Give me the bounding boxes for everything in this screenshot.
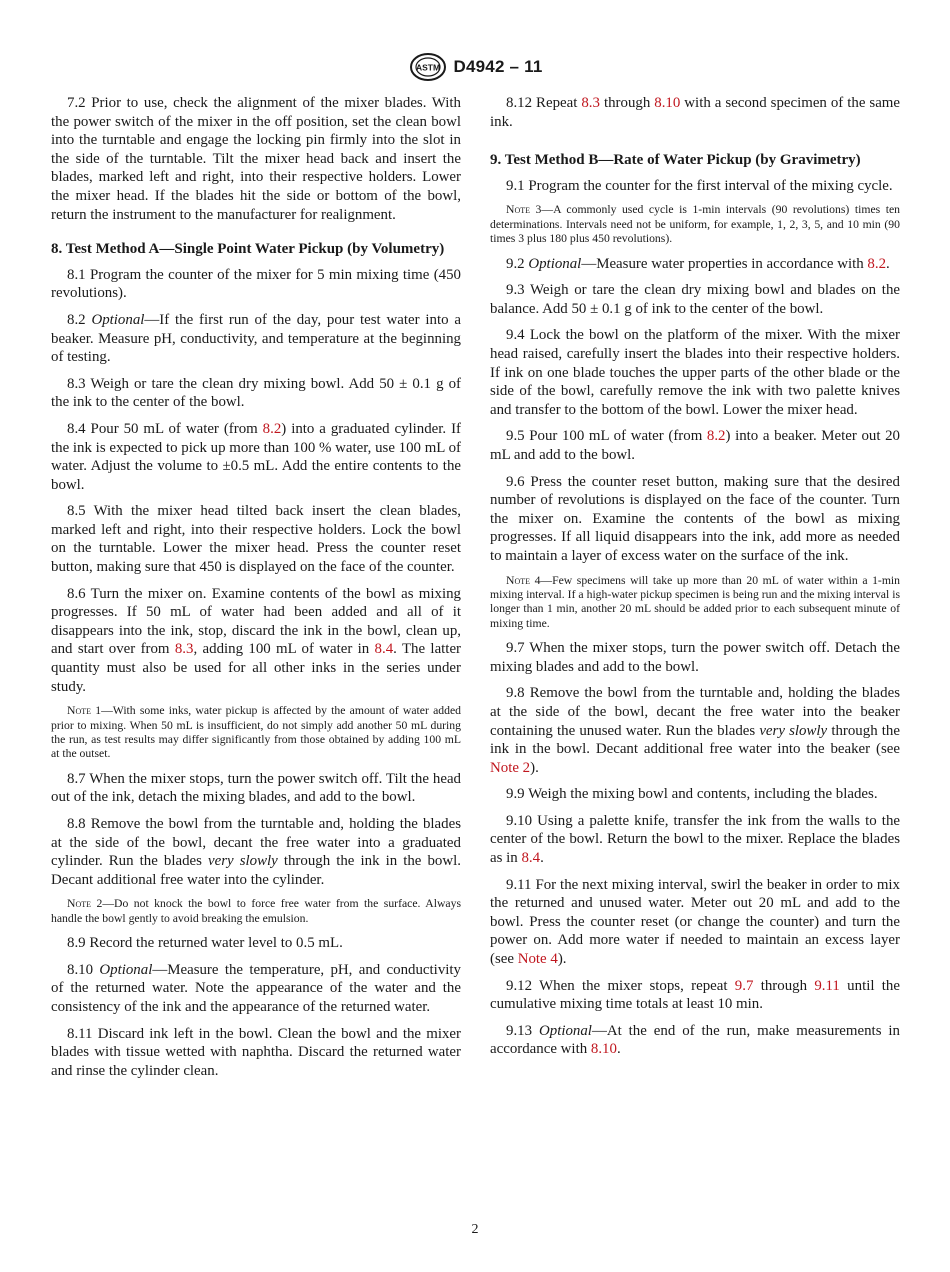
ref-link-9-11[interactable]: 9.11 [814, 977, 840, 994]
left-column [51, 94, 461, 1088]
section-9-11: 9.11 For the next mixing interval, swirl the beaker in order to mix the returned and unused water. Meter out 20 mL and add to the bowl. Press the counter reset (or change the counter) and turn the power on. Add more water if needed to maintain an excess layer (see Note 4). [490, 876, 900, 968]
section-7-2: 7.2 Prior to use, check the alignment of the mixer blades. With the power switch of the mixer in the off position, set the clean bowl into the turntable and engage the locking pin firmly into the slot in the side of the turntable. Tilt the mixer head back and insert the blades, marked left and right, into their respective holders. Lower the mixer head. If the blades hit the side or bottom of the bowl, return the instrument to the manufacturer for realignment. [51, 95, 461, 223]
section-8-1: 8.1 Program the counter of the mixer for 5 min mixing time (450 revolutions). [51, 266, 461, 302]
astm-logo-icon [408, 52, 448, 82]
ref-link-8-3[interactable]: 8.3 [174, 641, 194, 658]
document-id: D4942 – 11 [453, 57, 543, 76]
ref-link-8-2[interactable]: 8.2 [262, 420, 282, 437]
section-9-4: 9.4 Lock the bowl on the platform of the mixer. With the mixer head raised, carefully insert the blades into their respective holders. If ink on one blade touches the upper parts of the other blade or the side of the bowl, carefully remove the ink with two palette knives and transfer to the bottom of the bowl. Lower the mixer head. [490, 327, 900, 418]
section-8-4: 8.4 Pour 50 mL of water (from 8.2) into a graduated cylinder. If the ink is expected to pick up more than 100 % water, use 100 mL of water. Adjust the volume to ±0.5 mL. Add the entire contents to the bowl. [51, 420, 462, 493]
section-8-6: 8.6 Turn the mixer on. Examine contents of the bowl as mixing progresses. If 50 mL of water had been added and all of it disappears into the ink, stop, discard the ink in the bowl, clean up, and start over from 8.3, adding 100 mL of water in 8.4. The latter quantity must also be used for all other inks in the series under study. [51, 585, 462, 695]
page-header [0, 52, 950, 87]
section-9-heading: 9. Test Method B—Rate of Water Pickup (by Gravimetry) [490, 152, 861, 169]
ref-link-note-2[interactable]: Note 2 [490, 759, 531, 776]
section-9-5: 9.5 Pour 100 mL of water (from 8.2) into a beaker. Meter out 20 mL and add to the bowl. [490, 428, 900, 463]
section-9-8: 9.8 Remove the bowl from the turntable and, holding the blades at the side of the bowl, decant the free water into the beaker containing the unused water. Run the blades very slowly through the ink in the bowl. Decant additional free water into the beaker (see Note 2). [490, 685, 900, 776]
section-8-2: 8.2 Optional—If the first run of the day, pour test water into a beaker. Measure pH, conductivity, and temperature at the beginning of testing. [51, 311, 461, 366]
ref-link-8-10[interactable]: 8.10 [654, 95, 681, 111]
ref-link-note-4[interactable]: Note 4 [517, 951, 558, 968]
section-8-3: 8.3 Weigh or tare the clean dry mixing bowl. Add 50 ± 0.1 g of the ink to the center of the bowl. [51, 375, 461, 411]
section-9-10: 9.10 Using a palette knife, transfer the ink from the walls to the center of the bowl. Return the bowl to the mixer. Replace the blades as in 8.4. [490, 812, 900, 867]
section-8-11: 8.11 Discard ink left in the bowl. Clean the bowl and the mixer blades with tissue wetted with naphtha. Discard the returned water and rinse the cylinder clean. [51, 1025, 461, 1079]
section-8-heading: 8. Test Method A—Single Point Water Pickup (by Volumetry) [51, 241, 445, 258]
ref-link-8-10[interactable]: 8.10 [590, 1041, 617, 1058]
ref-link-8-2[interactable]: 8.2 [867, 255, 887, 272]
ref-link-8-2[interactable]: 8.2 [706, 428, 726, 445]
section-8-12: 8.12 Repeat 8.3 through 8.10 with a second specimen of the same ink. [490, 95, 900, 130]
ref-link-8-4[interactable]: 8.4 [521, 850, 541, 867]
section-9-1: 9.1 Program the counter for the first interval of the mixing cycle. [506, 177, 893, 194]
section-9-3: 9.3 Weigh or tare the clean dry mixing bowl and blades on the balance. Add 50 ± 0.1 g of ink to the center of the bowl. [490, 282, 900, 317]
note-3: Note 3—A commonly used cycle is 1-min intervals (90 revolutions) times ten determinations. Intervals need not be uniform, for example, 1, 2, 3, 5, and 10 min (90 times 3 plus 180 plus 450 revolutions). [490, 203, 900, 246]
section-8-8: 8.8 Remove the bowl from the turntable and, holding the blades at the side of the bowl, decant the free water into a graduated cylinder. Run the blades very slowly through the ink in the bowl. Decant additional free water into the cylinder. [51, 816, 461, 888]
section-9-6: 9.6 Press the counter reset button, making sure that the desired number of revolutions is displayed on the face of the counter. Turn the mixer on. Examine the contents of the bowl as mixing progresses. If all liquid disappears into the ink, add more as needed to maintain a layer of excess water on the surface of the ink. [490, 473, 900, 564]
section-9-2: 9.2 Optional—Measure water properties in accordance with 8.2. [506, 255, 890, 272]
note-2: Note 2—Do not knock the bowl to force free water from the surface. Always handle the bowl gently to avoid breaking the emulsion. [51, 897, 461, 925]
section-8-7: 8.7 When the mixer stops, turn the power switch off. Tilt the head out of the ink, detach the mixing blades, and add to the bowl. [51, 770, 461, 806]
ref-link-8-4[interactable]: 8.4 [374, 641, 394, 658]
section-9-13: 9.13 Optional—At the end of the run, make measurements in accordance with 8.10. [490, 1022, 900, 1058]
svg-text:ASTM: ASTM [415, 62, 440, 73]
section-9-12: 9.12 When the mixer stops, repeat 9.7 through 9.11 until the cumulative mixing time totals at least 10 min. [490, 977, 900, 1013]
note-1: Note 1—With some inks, water pickup is affected by the amount of water added prior to mixing. When 50 mL is insufficient, do not simply add another 50 mL during the run, as test results may differ significantly from those obtained by adding 100 mL at the outset. [51, 704, 461, 761]
ref-link-9-7[interactable]: 9.7 [734, 977, 754, 994]
page-number: 2 [471, 1222, 479, 1237]
right-column [490, 94, 900, 1067]
section-9-7: 9.7 When the mixer stops, turn the power switch off. Detach the mixing blades and add to the bowl. [490, 640, 900, 675]
ref-link-8-3[interactable]: 8.3 [581, 95, 600, 111]
section-9-9: 9.9 Weigh the mixing bowl and contents, including the blades. [506, 786, 878, 803]
section-8-9: 8.9 Record the returned water level to 0.5 mL. [67, 935, 343, 952]
section-8-10: 8.10 Optional—Measure the temperature, pH, and conductivity of the returned water. Note the appearance of the water and the consistency of the ink and the appearance of the returned water. [51, 961, 461, 1015]
section-8-5: 8.5 With the mixer head tilted back insert the clean blades, marked left and right, into their respective holders. Lock the bowl on the turntable. Lower the mixer head. Press the counter reset button, making sure that 450 is displayed on the face of the counter. [51, 503, 461, 576]
note-4: Note 4—Few specimens will take up more than 20 mL of water within a 1-min mixing interval. If a high-water pickup specimen is being run and the mixing interval is longer than 1 min, another 20 mL should be added prior to each subsequent minute of mixing time. [490, 573, 900, 630]
